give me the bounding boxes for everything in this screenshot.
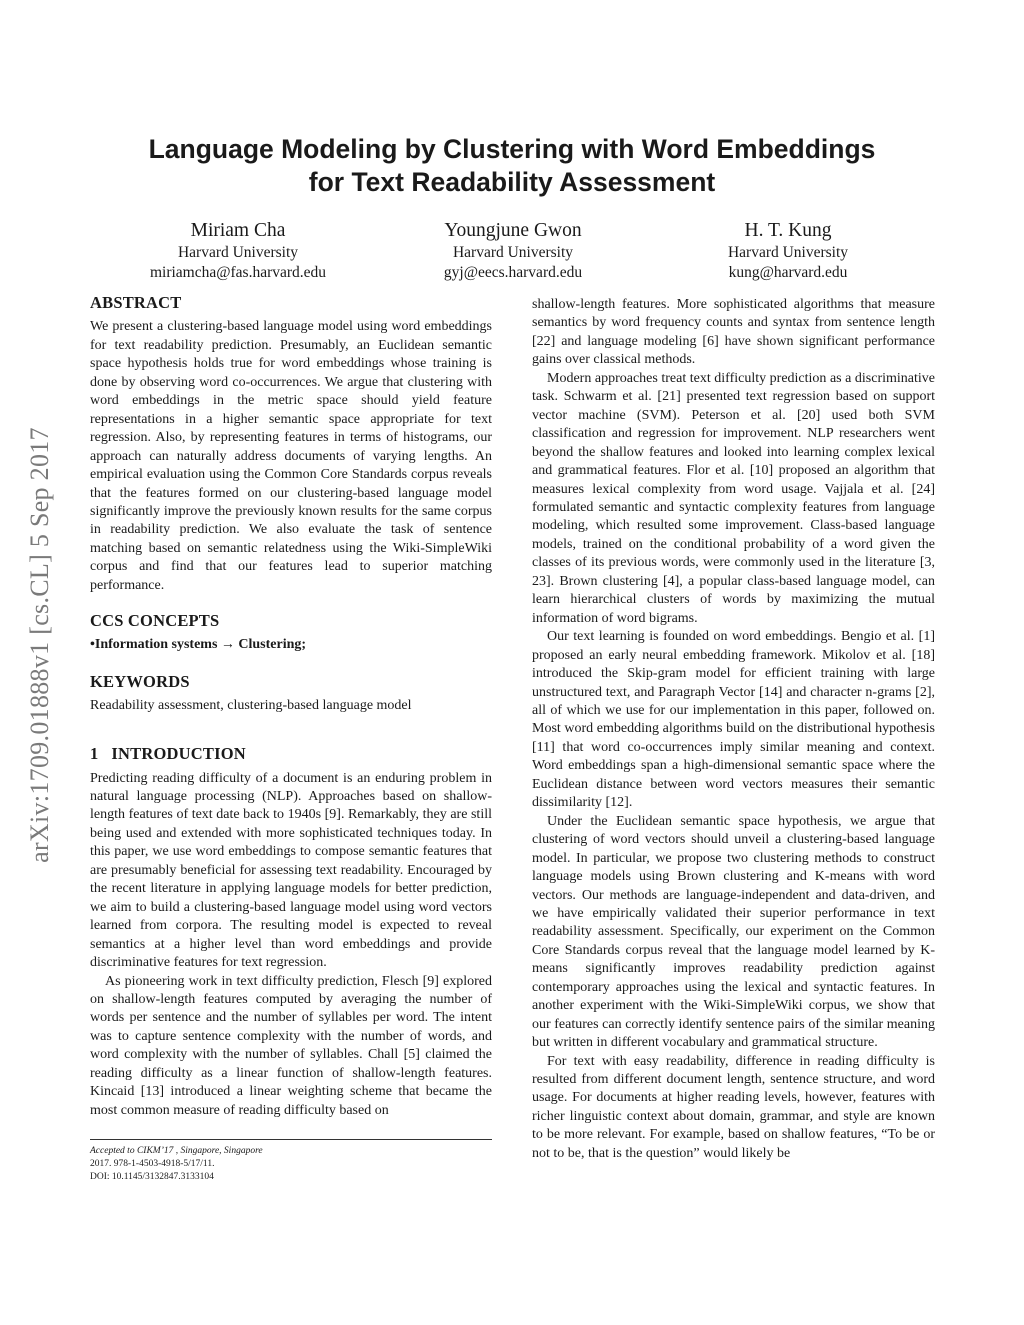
footnote — [90, 1145, 263, 1184]
right-paragraph-2: Our text learning is founded on word embeddings. Bengio et al. [1] proposed an early neural embedding framework. Mikolov et al. [18] introduced the Skip-gram model for efficient training with large unstructured text, and Paragraph Vector [14] and character n-grams [2], all of which we use for our implementation in this paper, followed on. Most word embedding algorithms build on the distributional hypothesis [11] that word co-occurrences imply similar meaning and context. Word embeddings span a high-dimensional semantic space where the Euclidean distance between word vectors measures their semantic dissimilarity [12]. — [532, 629, 935, 811]
title-line-2: for Text Readability Assessment — [308, 167, 716, 197]
author-name: Miriam Cha — [190, 220, 286, 241]
abstract-heading: ABSTRACT — [90, 293, 182, 312]
right-paragraph-1: Modern approaches treat text difficulty prediction as a discriminative task. Schwarm et al. [21] presented text regression based on support vector machine (SVM). Peterson et al. [20] used both SVM classification and regression for improvement. NLP researchers went beyond the shallow features and looked into learning complex lexical and grammatical features. Flor et al. [10] proposed an algorithm that measures lexical complexity from word usage. Vajjala et al. [24] formulated semantic and syntactic complexity features from language modeling, which resulted some improvement. Class-based language models, trained on the conditional probability of a word given the classes of its previous words, were commonly used in the literature [3, 23]. Brown clustering [4], a popular class-based language model, can learn hierarchical clusters of words by maximizing the mutual information of word bigrams. — [532, 370, 935, 626]
author-affiliation: Harvard University — [727, 244, 849, 261]
ccs-heading: CCS CONCEPTS — [90, 611, 220, 631]
author-affiliation: Harvard University — [452, 244, 574, 261]
footnote-venue: Accepted to CIKM’17 , Singapore, Singapore — [90, 1146, 263, 1156]
author-1 — [88, 219, 388, 283]
keywords-text: Readability assessment, clustering-based language model — [90, 697, 412, 713]
ccs-text: •Information systems → Clustering; — [90, 636, 307, 652]
author-affiliation: Harvard University — [177, 244, 299, 261]
author-name: Youngjune Gwon — [444, 220, 582, 241]
introduction-heading: 1 INTRODUCTION — [90, 744, 246, 764]
right-paragraph-0: shallow-length features. More sophisticated algorithms that measure semantics by word frequency counts and syntax from sentence length [22] and language modeling [6] have shown significant performance gains over classical methods. — [532, 297, 935, 368]
keywords-heading: KEYWORDS — [90, 672, 190, 692]
footnote-divider — [90, 1139, 492, 1140]
abstract-text: We present a clustering-based language model using word embeddings for text readability prediction. Presumably, an Euclidean semantic space hypothesis holds true for word embeddings whose training is done by observing word co-occurrences. We argue that clustering with word embeddings in the metric space should yield feature representations in a higher semantic space appropriate for text regression. Also, by representing features in terms of histograms, our approach can naturally address documents of varying lengths. An empirical evaluation using the Common Core Standards corpus reveals that the features formed on our clustering-based language model significantly improve the previously known results for the same corpus in readability prediction. We also evaluate the task of sentence matching based on semantic relatedness using the Wiki-SimpleWiki corpus and find that our features lead to superior matching performance. — [90, 319, 492, 593]
title-line-1: Language Modeling by Clustering with Word Embeddings — [148, 134, 876, 164]
author-2 — [363, 219, 663, 283]
footnote-isbn: 2017. 978-1-4503-4918-5/17/11. — [90, 1159, 215, 1169]
author-email: gyj@eecs.harvard.edu — [443, 264, 583, 281]
right-paragraph-4: For text with easy readability, difference in reading difficulty is resulted from different document length, sentence structure, and word usage. For documents at higher reading levels, however, features with richer linguistic context about domain, grammar, and style are known to be more relevant. For example, based on shallow features, “To be or not to be, that is the question” would likely be — [532, 1053, 935, 1161]
paper-title — [80, 133, 944, 199]
author-email: kung@harvard.edu — [728, 264, 848, 281]
right-paragraph-3: Under the Euclidean semantic space hypothesis, we argue that clustering of word vectors should unveil a clustering-based language model. In particular, we propose two clustering methods to construct language models using Brown clustering and K-means with word vectors. Our methods are language-independent and data-driven, and we have empirically validated their superior performance in text readability assessment. Specifically, our experiment on the Common Core Standards corpus reveal that the language model learned by K-means significantly improves readability prediction against contemporary approaches using the lexical and syntactic features. In another experiment with the Wiki-SimpleWiki corpus, we show that our features can correctly identify sentence pairs of the similar meaning but written in different vocabulary and grammatical structure. — [532, 813, 935, 1051]
author-email: miriamcha@fas.harvard.edu — [149, 264, 327, 281]
intro-paragraph-2: As pioneering work in text difficulty prediction, Flesch [9] explored on shallow-length features computed by averaging the number of words per sentence and the number of syllables per word. The intent was to capture sentence complexity with the number of words, and word complexity with the number of syllables. Chall [5] claimed the reading difficulty as a linear function of shallow-length features. Kincaid [13] introduced a linear weighting scheme that became the most common measure of reading difficulty based on — [90, 973, 492, 1118]
left-column — [90, 294, 492, 1120]
author-3 — [638, 219, 938, 283]
right-column — [532, 296, 935, 1163]
footnote-doi: DOI: 10.1145/3132847.3133104 — [90, 1172, 214, 1182]
arxiv-identifier: arXiv:1709.01888v1 [cs.CL] 5 Sep 2017 — [25, 427, 54, 863]
intro-paragraph-1: Predicting reading difficulty of a document is an enduring problem in natural language processing (NLP). Approaches based on shallow-length features of text date back to 1940s [9]. Remarkably, they are still being used and extended with more sophisticated techniques today. In this paper, we use word embeddings to compose semantic features that are presumably beneficial for assessing text readability. Encouraged by the recent literature in applying language models for better prediction, we aim to build a clustering-based language model using word vectors learned from corpora. The resulting model is expected to reveal semantics at a higher level than word embeddings and provide discriminative features for text regression. — [90, 770, 492, 971]
author-name: H. T. Kung — [744, 220, 832, 241]
